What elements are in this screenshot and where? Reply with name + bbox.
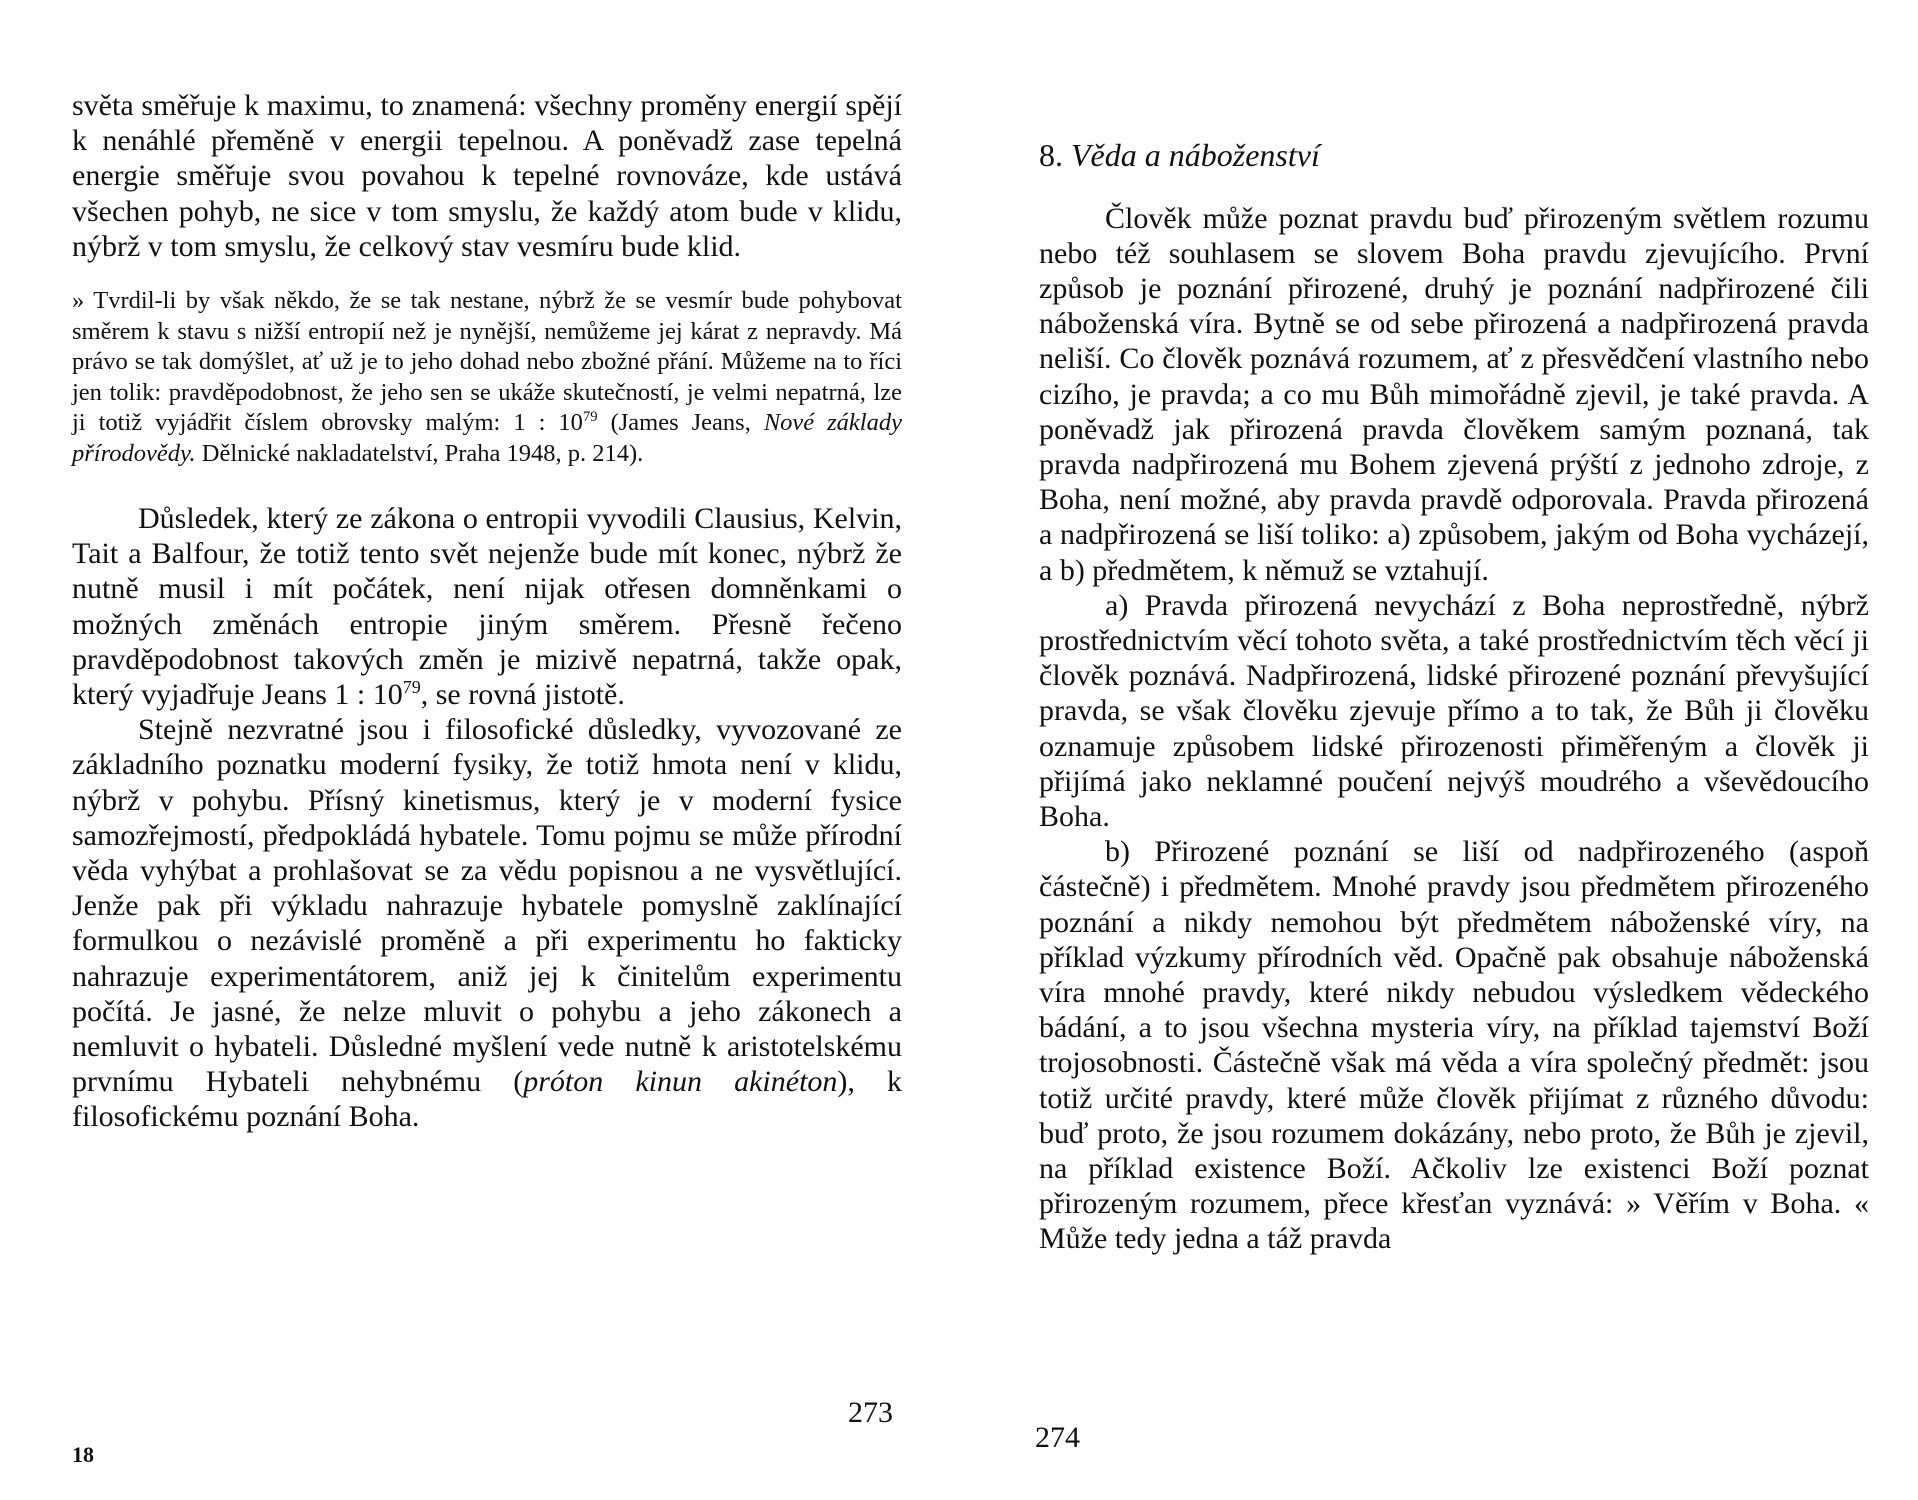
paragraph-a: a) Pravda přirozená nevychází z Boha neprostředně, nýbrž prostřednictvím věcí tohoto světa, a také prostřednictvím těch věcí ji člověk poznává. Nadpřirozená, lidské přirozené poznání převyšující pravda, se však člověku zjevuje přímo a to tak, že Bůh ji člověku oznamuje způsobem lidské přirozenosti přiměřeným a člověk ji přijímá jako neklamné poučení nejvýš moudrého a vševědoucího Boha. — [1039, 588, 1869, 833]
paragraph-mover — [72, 712, 902, 1134]
paragraph-mover-text: Stejně nezvratné jsou i filosofické důsledky, vyvozované ze základního poznatku moderní fysiky, že totiž hmota není v klidu, nýbrž v pohybu. Přísný kinetismus, který je v moderní fysice samozřejmostí, předpokládá hybatele. Tomu pojmu se může přírodní věda vyhýbat a prohlašovat se za vědu popisnou a ne vysvětlující. Jenže pak při výkladu nahrazuje hybatele pomyslně zaklínající formulkou o nezávislé proměně a při experimentu ho fakticky nahrazuje experimentátorem, aniž jej k činitelům experimentu počítá. Je jasné, že nelze mluvit o pohybu a jeho zákonech a nemluvit o hybateli. Důsledné myšlení vede nutně k aristotelskému prvnímu Hybateli nehybnému ( — [72, 713, 902, 1099]
quote-text: » Tvrdil-li by však někdo, že se tak nestane, nýbrž že se vesmír bude pohybovat směrem k stavu s nižší entropií než je nynější, nemůžeme jej kárat z nepravdy. Má právo se tak domýšlet, ať už je to jeho dohad nebo zbožné přání. Můžeme na to říci jen tolik: pravděpodobnost, že jeho sen se ukáže skutečností, je velmi nepatrná, lze ji totiž vyjádřit číslem obrovsky malým: 1 : 10 — [72, 287, 902, 437]
paragraph-mover-italic: próton kinun akinéton — [523, 1065, 838, 1099]
paragraph-continuation: světa směřuje k maximu, to znamená: všechny proměny energií spějí k nenáhlé přeměně v energii tepelnou. A poněvadž zase tepelná energie směřuje svou povahou k tepelné rovnováze, kde ustává všechen pohyb, ne sice v tom smyslu, že každý atom bude v klidu, nýbrž v tom smyslu, že celkový stav vesmíru bude klid. — [72, 89, 902, 263]
right-page — [959, 0, 1918, 1500]
page-number-right: 274 — [1035, 1421, 1080, 1454]
quote-exponent: 79 — [582, 408, 598, 425]
section-heading — [1039, 135, 1869, 175]
left-text-column — [72, 88, 902, 1135]
paragraph-entropy-text: Důsledek, který ze zákona o entropii vyvodili Clausius, Kelvin, Tait a Balfour, že totiž tento svět nejenže bude mít konec, nýbrž že nutně musil i mít počátek, není nijak otřesen domněnkami o možných změnách entropie jiným směrem. Přesně řečeno pravděpodobnost takových změn je mizivě nepatrná, takže opak, který vyjadřuje Jeans 1 : 10 — [72, 502, 902, 712]
sheet-number: 18 — [72, 1442, 94, 1467]
quote-citation-title: Nové základy přírodovědy. — [72, 409, 902, 467]
section-number: 8. — [1039, 136, 1063, 173]
paragraph-entropy — [72, 501, 902, 712]
paragraph-entropy-end: , se rovná jistotě. — [420, 678, 625, 712]
paragraph-b: b) Přirozené poznání se liší od nadpřirozeného (aspoň částečně) i předmětem. Mnohé pravdy jsou předmětem přirozeného poznání a nikdy nemohou být předmětem náboženské víry, na příklad výzkumy přírodních věd. Opačně pak obsahuje náboženská víra mnohé pravdy, které nikdy nebudou výsledkem vědeckého bádání, a to jsou všechna mysteria víry, na příklad tajemství Boží trojosobnosti. Částečně však má věda a víra společný předmět: jsou totiž určité pravdy, které může člověk přijímat z různého důvodu: buď proto, že jsou rozumem dokázány, nebo proto, že Bůh je zjevil, na příklad existence Boží. Ačkoliv lze existenci Boží poznat přirozeným rozumem, přece křesťan vyznává: » Věřím v Boha. « Může tedy jedna a táž pravda — [1039, 835, 1869, 1256]
right-text-column — [1039, 108, 1869, 1257]
paragraph-mover-end: ), k filosofickému poznání Boha. — [72, 1065, 902, 1134]
quote-citation-pre: (James Jeans, — [597, 409, 764, 437]
block-quote — [72, 286, 902, 469]
paragraph-truth: Člověk může poznat pravdu buď přirozeným světlem rozumu nebo též souhlasem se slovem Boha pravdu zjevujícího. První způsob je poznání přirozené, druhý je poznání nadpřirozené čili náboženská víra. Bytně se od sebe přirozená a nadpřirozená pravda neliší. Co člověk poznává rozumem, ať z přesvědčení vlastního nebo cizího, je pravda; a co mu Bůh mimořádně zjevil, je také pravda. A poněvadž jak přirozená pravda člověkem samým poznaná, tak pravda nadpřirozená mu Bohem zjevená prýští z jednoho zdroje, z Boha, není možné, aby pravda pravdě odporovala. Pravda přirozená a nadpřirozená se liší toliko: a) způsobem, jakým od Boha vycházejí, a b) předmětem, k němuž se vztahují. — [1039, 201, 1869, 587]
page-number-left: 273 — [848, 1396, 893, 1429]
quote-citation-post: Dělnické nakladatelství, Praha 1948, p. 214). — [195, 439, 644, 467]
section-title: Věda a náboženství — [1071, 136, 1320, 173]
paragraph-entropy-exponent: 79 — [402, 677, 421, 698]
